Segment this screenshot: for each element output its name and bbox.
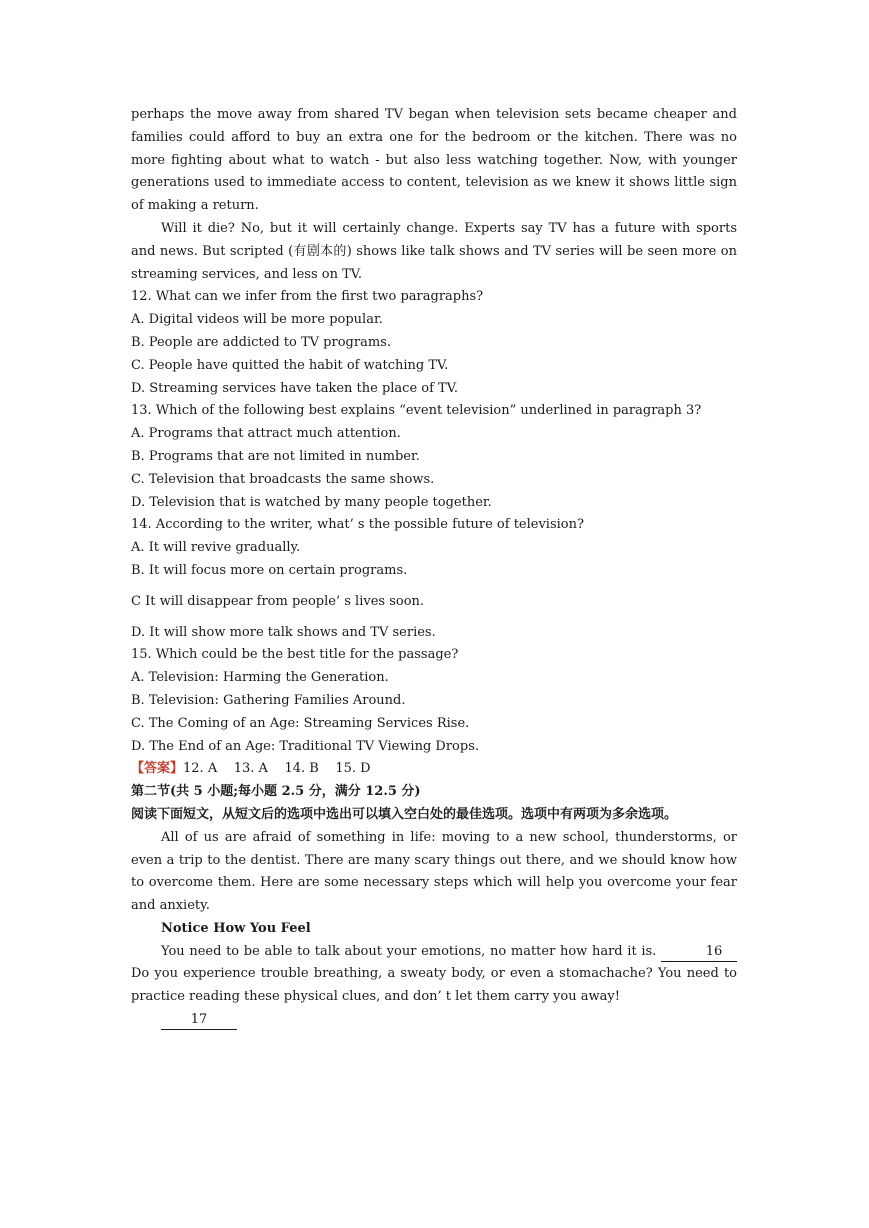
question-stem: 15. Which could be the best title for the passage? (131, 647, 459, 663)
question-option: B. Television: Gathering Families Around. (131, 692, 406, 708)
blank-17: 17 (161, 1011, 237, 1030)
answer-text: 12. A 13. A 14. B 15. D (183, 761, 371, 777)
passage-paragraph: All of us are afraid of something in life: moving to a new school, thunderstorms, or even a trip to the dentist. There are many scary things out there, and we should know how to overcome them. Here are some necessary steps which will help you overcome your fear and anxiety. (131, 829, 737, 914)
question-option: A. It will revive gradually. (131, 540, 301, 556)
passage-paragraph: perhaps the move away from shared TV began when television sets became cheaper and families could afford to buy an extra one for the bedroom or the kitchen. There was no more fighting about what to watch - but also less watching together. Now, with younger generations used to immediate access to content, television as we knew it shows little sign of making a return. (131, 107, 737, 214)
paragraph-text: You need to be able to talk about your emotions, no matter how hard it is. (161, 943, 657, 959)
question-option: C. People have quitted the habit of watching TV. (131, 357, 449, 373)
question-13 (131, 400, 737, 514)
question-12 (131, 286, 737, 400)
passage-paragraph: Will it die? No, but it will certainly change. Experts say TV has a future with sports and news. But scripted (有剧本的) shows like talk shows and TV series will be seen more on streaming services, and less on TV. (131, 220, 737, 282)
question-option: D. It will show more talk shows and TV series. (131, 624, 436, 640)
question-option: C. Television that broadcasts the same shows. (131, 471, 435, 487)
question-option: C It will disappear from people’ s lives soon. (131, 593, 425, 609)
question-option: C. The Coming of an Age: Streaming Services Rise. (131, 715, 470, 731)
spacer (131, 583, 737, 591)
passage-paragraph (131, 941, 737, 1009)
question-option: D. The End of an Age: Traditional TV Viewing Drops. (131, 738, 479, 754)
question-option: A. Digital videos will be more popular. (131, 312, 383, 328)
section-heading: 第二节(共 5 小题;每小题 2.5 分，满分 12.5 分) (131, 784, 421, 800)
blank-16: 16 (661, 943, 737, 962)
answer-label: 【答案】 (131, 761, 184, 777)
question-option: A. Programs that attract much attention. (131, 426, 401, 442)
answer-line (131, 758, 737, 781)
spacer (131, 614, 737, 622)
question-option: D. Streaming services have taken the place of TV. (131, 380, 458, 396)
question-option: B. People are addicted to TV programs. (131, 334, 391, 350)
question-option: B. It will focus more on certain programs. (131, 562, 408, 578)
question-15 (131, 644, 737, 758)
question-14 (131, 514, 737, 644)
section-instruction: 阅读下面短文，从短文后的选项中选出可以填入空白处的最佳选项。选项中有两项为多余选项。 (131, 806, 678, 822)
question-stem: 14. According to the writer, what’ s the possible future of television? (131, 517, 584, 533)
question-stem: 13. Which of the following best explains “event television” underlined in paragraph 3? (131, 403, 702, 419)
blank-line (131, 1009, 737, 1032)
question-stem: 12. What can we infer from the first two paragraphs? (131, 289, 484, 305)
question-option: A. Television: Harming the Generation. (131, 670, 389, 686)
question-option: B. Programs that are not limited in number. (131, 448, 420, 464)
passage-subheading: Notice How You Feel (161, 920, 311, 936)
document-page (131, 104, 737, 1032)
paragraph-text: Do you experience trouble breathing, a sweaty body, or even a stomachache? You need to practice reading these physical clues, and don’ t let them carry you away! (131, 966, 737, 1005)
question-option: D. Television that is watched by many people together. (131, 494, 492, 510)
